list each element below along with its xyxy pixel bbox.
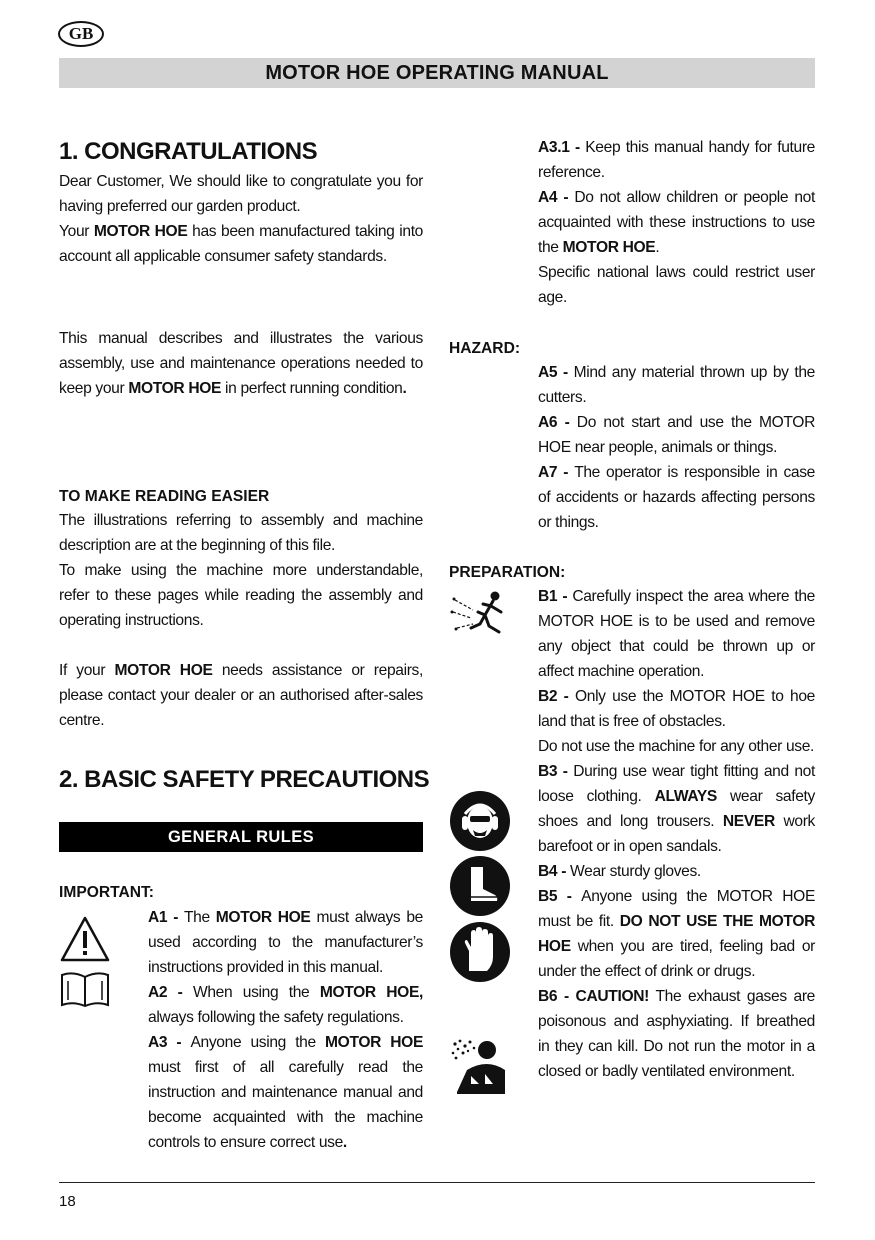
gloves-icon — [449, 921, 511, 983]
preparation-items — [538, 584, 815, 1084]
section-2-title: 2. BASIC SAFETY PRECAUTIONS — [59, 766, 430, 793]
rule-b2-note: Do not use the machine for any other use. — [538, 738, 815, 755]
language-badge: GB — [58, 21, 104, 47]
congratulations-text — [59, 169, 423, 269]
exhaust-gas-icon — [449, 1036, 511, 1098]
rule-a6: A6 - Do not start and use the MOTOR HOE near people, animals or things. — [538, 414, 815, 456]
hazard-items — [538, 360, 815, 535]
paragraph-manufactured: Your MOTOR HOE has been manufactured taking into account all applicable consumer safety standards. — [59, 223, 423, 265]
paragraph-illustrations: The illustrations referring to assembly and machine description are at the beginning of this file. — [59, 512, 423, 554]
rule-a3: A3 - Anyone using the MOTOR HOE must first of all carefully read the instruction and maintenance manual and become acquainted with the machine controls to ensure correct use. — [148, 1034, 423, 1151]
ear-eye-protection-icon — [449, 790, 511, 852]
reading-easier-text — [59, 508, 423, 633]
rule-b4: B4 - Wear sturdy gloves. — [538, 863, 701, 880]
rule-b5: B5 - Anyone using the MOTOR HOE must be fit. DO NOT USE THE MOTOR HOE when you are tired, feeling bad or under the effect of drink or drugs. — [538, 888, 816, 980]
rule-a2: A2 - When using the MOTOR HOE, always following the safety regulations. — [148, 984, 423, 1026]
rule-a3-1: A3.1 - Keep this manual handy for future reference. — [538, 139, 815, 181]
section-1-title: 1. CONGRATULATIONS — [59, 138, 318, 165]
warning-triangle-icon — [59, 915, 111, 963]
page-title: MOTOR HOE OPERATING MANUAL — [59, 58, 815, 88]
rule-b3: B3 - During use wear tight fitting and not loose clothing. ALWAYS wear safety shoes and long trousers. NEVER work barefoot or in open sandals. — [538, 763, 815, 855]
rule-a4-note: Specific national laws could restrict user age. — [538, 264, 815, 306]
hazard-label: HAZARD: — [449, 340, 521, 357]
reading-easier-title: TO MAKE READING EASIER — [59, 488, 270, 505]
rule-a1: A1 - The MOTOR HOE must always be used according to the manufacturer’s instructions provided in this manual. — [148, 909, 423, 976]
safety-boots-icon — [449, 855, 511, 917]
page-number: 18 — [59, 1193, 76, 1210]
important-items — [148, 905, 423, 1155]
rule-b1: B1 - Carefully inspect the area where the MOTOR HOE is to be used and remove any object that could be thrown up or affect machine operation. — [538, 588, 815, 680]
rule-b6: B6 - CAUTION! The exhaust gases are poisonous and asphyxiating. If breathed in they can kill. Do not run the motor in a closed or badly ventilated environment. — [538, 988, 815, 1080]
preparation-label: PREPARATION: — [449, 564, 566, 581]
rule-a7: A7 - The operator is responsible in case of accidents or hazards affecting persons or things. — [538, 464, 815, 531]
manual-book-icon — [59, 969, 111, 1009]
rule-b2: B2 - Only use the MOTOR HOE to hoe land that is free of obstacles. — [538, 688, 816, 730]
rules-a31-a4 — [538, 135, 815, 310]
paragraph-assistance: If your MOTOR HOE needs assistance or repairs, please contact your dealer or an authorised after-sales centre. — [59, 662, 423, 729]
thrown-objects-icon — [449, 588, 515, 638]
important-label: IMPORTANT: — [59, 884, 154, 901]
rule-a4: A4 - Do not allow children or people not acquainted with these instructions to use the MOTOR HOE. — [538, 189, 815, 256]
paragraph-more-understandable: To make using the machine more understandable, refer to these pages while reading the assembly and operating instructions. — [59, 562, 423, 629]
paragraph-manual-describes: This manual describes and illustrates the various assembly, use and maintenance operations needed to keep your MOTOR HOE in perfect running condition. — [59, 330, 423, 397]
paragraph-dear-customer: Dear Customer, We should like to congratulate you for having preferred our garden product. — [59, 173, 423, 215]
footer-divider — [59, 1182, 815, 1183]
rule-a5: A5 - Mind any material thrown up by the cutters. — [538, 364, 816, 406]
general-rules-banner: GENERAL RULES — [59, 822, 423, 852]
